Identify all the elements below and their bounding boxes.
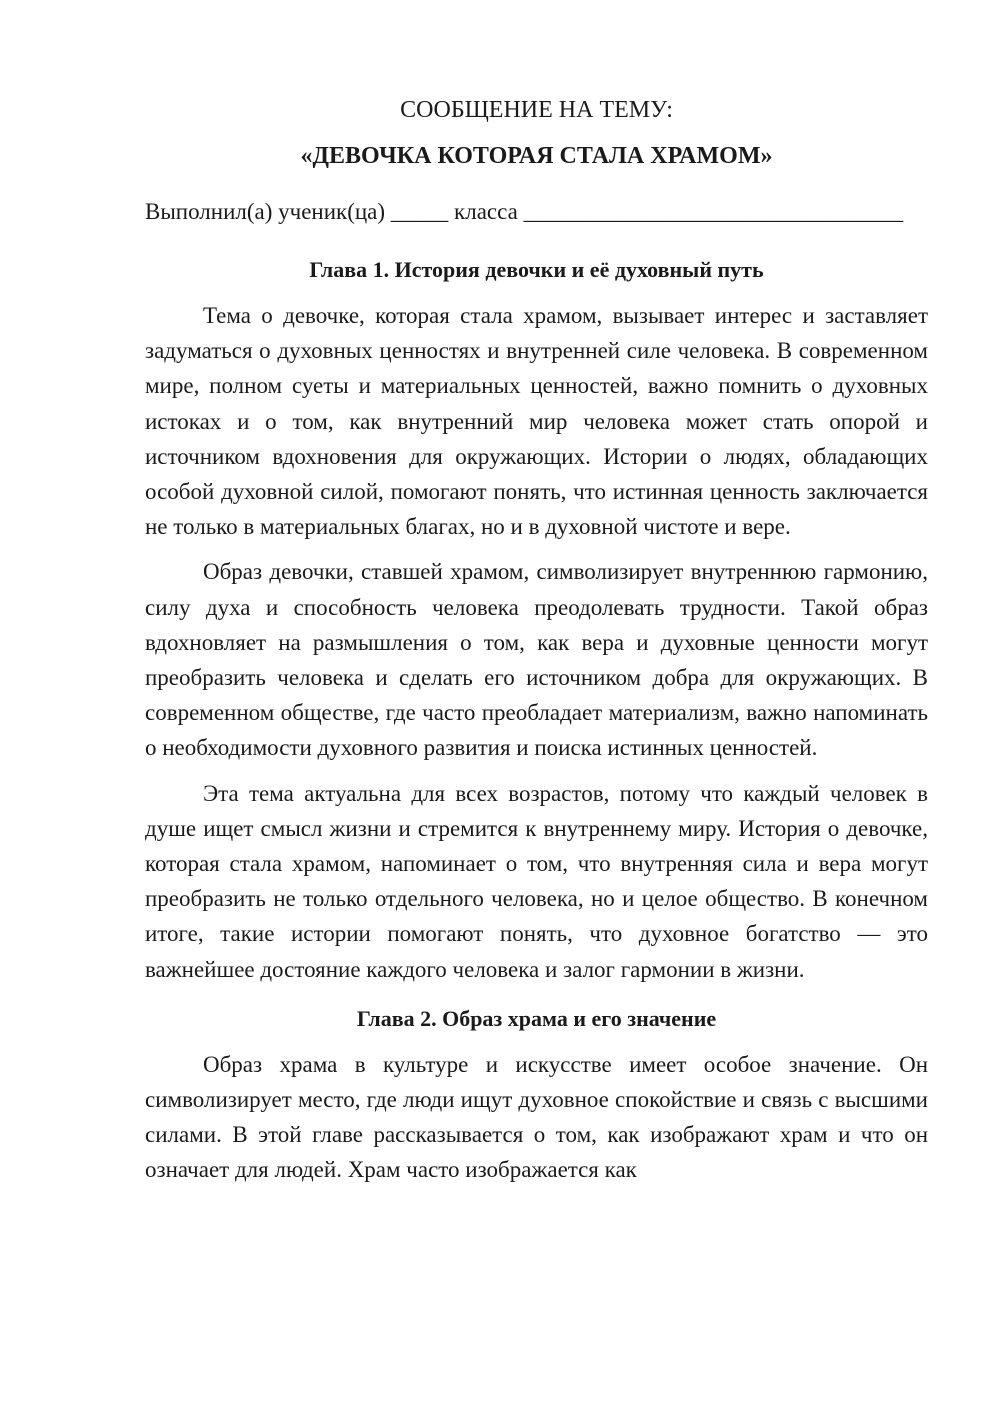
chapter-1-paragraph: Тема о девочке, которая стала храмом, вызывает интерес и заставляет задуматься о духовных ценностях и внутренней силе человека. В современном мире, полном суеты и материальных ценностей, важно помнить о духовных истоках и о том, как внутренний мир человека может стать опорой и источником вдохновения для окружающих. Истории о людях, обладающих особой духовной силой, помогают понять, что истинная ценность заключается не только в материальных благах, но и в духовной чистоте и вере. xyxy=(145,303,928,540)
chapter-1-title: Глава 1. История девочки и её духовный путь xyxy=(309,257,764,282)
chapter-2-title: Глава 2. Образ храма и его значение xyxy=(356,1005,717,1031)
author-line: Выполнил(а) ученик(ца) _____ класса _________________________________ xyxy=(145,199,904,224)
document-title: «ДЕВОЧКА КОТОРАЯ СТАЛА ХРАМОМ» xyxy=(300,143,773,169)
document-heading-topic: СООБЩЕНИЕ НА ТЕМУ: xyxy=(400,97,673,123)
chapter-1-paragraph: Эта тема актуальна для всех возрастов, потому что каждый человек в душе ищет смысл жизни и стремится к внутреннему миру. История о девочке, которая стала храмом, напоминает о том, что внутренняя сила и вера могут преобразить не только отдельного человека, но и целое общество. В конечном итоге, такие истории помогают понять, что духовное богатство — это важнейшее достояние каждого человека и залог гармонии в жизни. xyxy=(145,780,928,982)
chapter-2-paragraph: Образ храма в культуре и искусстве имеет особое значение. Он символизирует место, где люди ищут духовное спокойствие и связь с высшими силами. В этой главе рассказывается о том, как изображают храм и что он означает для людей. Храм часто изображается как xyxy=(145,1051,928,1183)
document-page xyxy=(145,92,928,1198)
chapter-1-paragraph: Образ девочки, ставшей храмом, символизирует внутреннюю гармонию, силу духа и способность человека преодолевать трудности. Такой образ вдохновляет на размышления о том, как вера и духовные ценности могут преобразить человека и сделать его источником добра для окружающих. В современном обществе, где часто преобладает материализм, важно напоминать о необходимости духовного развития и поиска истинных ценностей. xyxy=(145,559,928,761)
